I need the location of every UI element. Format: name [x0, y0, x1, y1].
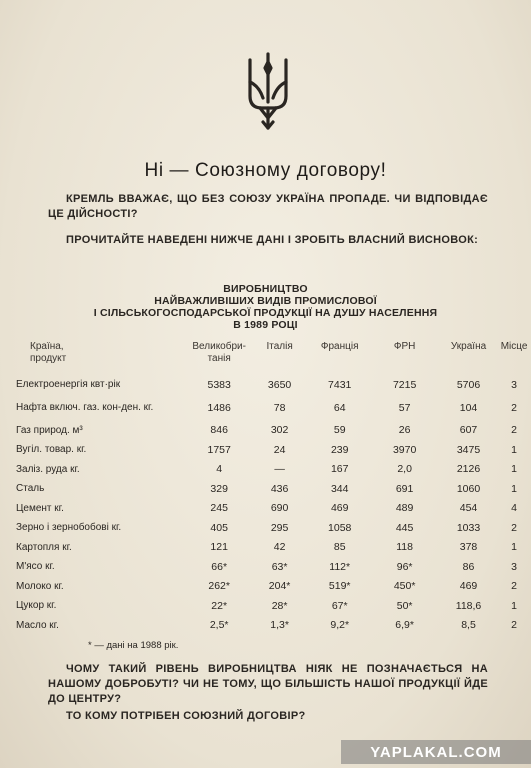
- row-label: Цукор кг.: [16, 600, 57, 612]
- table-cell: 2,5*: [209, 619, 229, 632]
- table-cell: 96*: [396, 560, 413, 573]
- heading-line-3: І СІЛЬСЬКОГОСПОДАРСЬКОЇ ПРОДУКЦІЇ НА ДУШУ НАСЕЛЕННЯ: [93, 307, 438, 319]
- row-label: Зерно і зернобобові кг.: [16, 522, 122, 534]
- table-header-row: [16, 341, 531, 375]
- row-label: Електроенергія квт·рік: [16, 379, 121, 391]
- table-cell: 454: [459, 502, 478, 515]
- table-cell: 50*: [396, 599, 413, 612]
- table-row: [16, 596, 531, 616]
- table-cell: 2: [511, 521, 517, 534]
- heading-line-4: В 1989 РОЦІ: [233, 319, 298, 331]
- table-row: [16, 518, 531, 538]
- row-label: М'ясо кг.: [16, 561, 55, 573]
- table-cell: 1: [511, 443, 517, 456]
- table-cell: 86: [462, 560, 475, 573]
- table-cell: 67*: [331, 599, 348, 612]
- table-cell: 1: [511, 482, 517, 495]
- watermark: YAPLAKAL.COM: [341, 740, 531, 764]
- table-cell: 121: [210, 541, 228, 554]
- row-label: Цемент кг.: [16, 502, 64, 514]
- heading-line-2: НАЙВАЖЛИВІШИХ ВИДІВ ПРОМИСЛОВОЇ: [154, 295, 377, 307]
- table-cell: 3970: [392, 443, 417, 456]
- table-cell: 118,6: [455, 599, 482, 612]
- table-row: [16, 421, 531, 441]
- table-cell: 112*: [329, 560, 351, 573]
- header-france: Франція: [320, 341, 359, 352]
- table-cell: 1060: [456, 482, 481, 495]
- table-cell: 2: [511, 619, 517, 632]
- row-label: Нафта включ. газ. кон-ден. кг.: [16, 402, 154, 413]
- table-row: [16, 538, 531, 558]
- table-cell: 690: [270, 502, 289, 515]
- row-label: Картопля кг.: [16, 541, 72, 553]
- table-cell: 302: [270, 424, 289, 437]
- table-cell: 607: [459, 424, 478, 437]
- row-label: Заліз. руда кг.: [16, 463, 80, 475]
- table-cell: 436: [270, 482, 289, 495]
- table-cell: 6,9*: [395, 619, 414, 632]
- table-cell: 204*: [268, 580, 291, 593]
- table-row: [16, 460, 531, 480]
- row-label: Газ природ. м³: [16, 424, 83, 436]
- table-cell: 469: [459, 580, 478, 593]
- table-cell: 3: [511, 378, 517, 391]
- table-cell: 469: [330, 502, 349, 515]
- header-rank: Місце: [500, 341, 528, 352]
- table-cell: 59: [333, 424, 346, 437]
- table-cell: 104: [459, 401, 478, 414]
- table-cell: 1: [511, 599, 517, 612]
- table-row: [16, 375, 531, 395]
- table-cell: 1: [511, 541, 517, 554]
- table-cell: 57: [398, 401, 411, 414]
- table-row: [16, 557, 531, 577]
- heading-line-1: ВИРОБНИЦТВО: [223, 283, 308, 295]
- closing-question: ТО КОМУ ПОТРІБЕН СОЮЗНИЙ ДОГОВІР?: [66, 710, 306, 722]
- header-frg: ФРН: [393, 341, 416, 352]
- table-cell: 118: [396, 541, 413, 554]
- table-cell: 24: [273, 443, 286, 456]
- table-cell: 64: [333, 401, 346, 414]
- table-row: [16, 395, 531, 421]
- table-cell: 42: [273, 541, 286, 554]
- table-cell: 450*: [393, 580, 416, 593]
- table-cell: 7215: [392, 378, 417, 391]
- table-cell: 7431: [328, 378, 352, 391]
- table-row: [16, 616, 531, 636]
- table-cell: 378: [459, 541, 478, 554]
- table-row: [16, 499, 531, 519]
- table-cell: 4: [511, 502, 517, 515]
- table-cell: 4: [216, 463, 223, 476]
- table-cell: 66*: [211, 560, 228, 573]
- table-cell: 344: [330, 482, 349, 495]
- table-cell: 1486: [207, 401, 231, 414]
- row-label: Масло кг.: [16, 619, 59, 631]
- table-cell: 1: [511, 463, 517, 476]
- table-cell: 295: [270, 521, 289, 534]
- table-cell: 3650: [267, 378, 292, 391]
- table-cell: 262*: [208, 580, 230, 593]
- header-product: Країна, продукт: [30, 341, 67, 364]
- table-cell: —: [274, 463, 285, 476]
- header-uk: Великобри-танія: [192, 341, 246, 364]
- header-italy: Італія: [266, 341, 293, 352]
- table-cell: 9,2*: [330, 619, 350, 632]
- footnote: * — дані на 1988 рік.: [88, 640, 179, 651]
- table-cell: 3: [511, 560, 517, 573]
- table-cell: 1757: [207, 443, 231, 456]
- table-cell: 445: [395, 521, 414, 534]
- table-cell: 63*: [271, 560, 288, 573]
- table-cell: 167: [330, 463, 349, 476]
- table-cell: 3475: [456, 443, 481, 456]
- intro-paragraph: КРЕМЛЬ ВВАЖАЄ, ЩО БЕЗ СОЮЗУ УКРАЇНА ПРОПАДЕ. ЧИ ВІДПОВІДАЄ ЦЕ ДІЙСНОСТІ?: [48, 193, 488, 220]
- row-label: Молоко кг.: [16, 580, 64, 592]
- table-cell: 26: [398, 424, 411, 437]
- table-cell: 78: [273, 401, 286, 414]
- table-heading: [0, 283, 531, 331]
- table-cell: 2,0: [397, 463, 412, 476]
- table-cell: 2: [511, 424, 517, 437]
- header-ukraine: Україна: [450, 341, 487, 352]
- table-cell: 846: [210, 424, 228, 437]
- table-cell: 1033: [456, 521, 481, 534]
- table-row: [16, 440, 531, 460]
- table-cell: 85: [333, 541, 346, 554]
- row-label: Вугіл. товар. кг.: [16, 444, 87, 456]
- production-table: [16, 341, 531, 635]
- table-cell: 489: [395, 502, 414, 515]
- table-cell: 22*: [211, 599, 228, 612]
- page-title: Ні — Союзному договору!: [144, 160, 387, 181]
- table-cell: 519*: [328, 580, 351, 593]
- row-label: Сталь: [16, 483, 45, 495]
- table-cell: 8,5: [461, 619, 476, 632]
- table-cell: 2: [511, 580, 517, 593]
- table-row: [16, 577, 531, 597]
- table-row: [16, 479, 531, 499]
- table-cell: 691: [395, 482, 414, 495]
- trident-icon: [245, 52, 291, 130]
- table-cell: 239: [330, 443, 349, 456]
- instruction-paragraph: ПРОЧИТАЙТЕ НАВЕДЕНІ НИЖЧЕ ДАНІ І ЗРОБІТЬ ВЛАСНИЙ ВИСНОВОК:: [66, 234, 479, 246]
- table-cell: 329: [210, 482, 228, 495]
- table-cell: 1,3*: [270, 619, 289, 632]
- table-cell: 5383: [207, 378, 231, 391]
- table-cell: 2126: [456, 463, 481, 476]
- table-cell: 405: [210, 521, 228, 534]
- table-cell: 245: [210, 502, 228, 515]
- question-paragraph: ЧОМУ ТАКИЙ РІВЕНЬ ВИРОБНИЦТВА НІЯК НЕ ПОЗНАЧАЄТЬСЯ НА НАШОМУ ДОБРОБУТІ? ЧИ НЕ ТОМУ, ЩО БІЛЬШІСТЬ НАШОЇ ПРОДУКЦІЇ ЙДЕ ДО ЦЕНТРУ?: [48, 663, 488, 705]
- table-cell: 5706: [456, 378, 481, 391]
- table-cell: 28*: [271, 599, 288, 612]
- table-cell: 2: [511, 401, 517, 414]
- table-cell: 1058: [328, 521, 352, 534]
